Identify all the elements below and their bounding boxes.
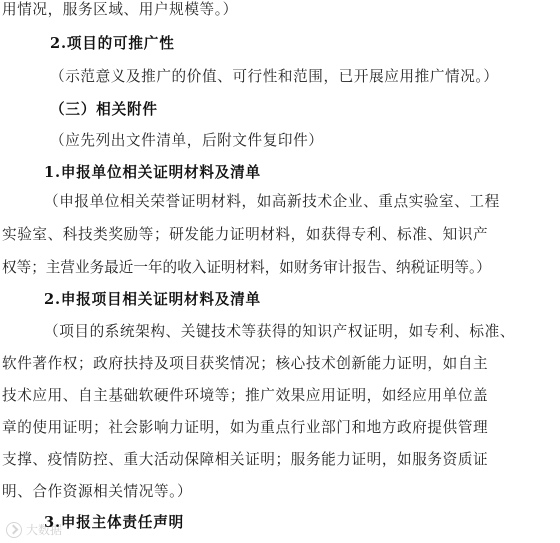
- paragraph-line: 章的使用证明；社会影响力证明，如为重点行业部门和地方政府提供管理: [2, 419, 489, 436]
- paragraph-line: （项目的系统架构、关键技术等获得的知识产权证明，如专利、标准、: [44, 323, 516, 340]
- section-heading: 3.申报主体责任声明: [44, 514, 184, 531]
- watermark-text: 大数据: [26, 523, 63, 537]
- paragraph-line: 明、合作资源相关情况等。）: [2, 483, 193, 500]
- watermark: [6, 521, 62, 538]
- section-heading: （三）相关附件: [50, 101, 158, 118]
- paragraph-line: 权等；主营业务最近一年的收入证明材料，如财务审计报告、纳税证明等。）: [2, 259, 491, 276]
- paragraph-line: 支撑、疫情防控、重大活动保障相关证明；服务能力证明，如服务资质证: [2, 451, 489, 468]
- paragraph-line: 技术应用、自主基础软硬件环境等；推广效果应用证明，如经应用单位盖: [2, 387, 489, 404]
- section-heading: 2.申报项目相关证明材料及清单: [44, 291, 261, 308]
- paragraph-line: 用情况，服务区域、用户规模等。）: [2, 1, 238, 18]
- paragraph-line: 软件著作权；政府扶持及项目获奖情况；核心技术创新能力证明，如自主: [2, 355, 489, 372]
- paragraph-line: （示范意义及推广的价值、可行性和范围，已开展应用推广情况。）: [50, 68, 499, 85]
- watermark-logo-icon: [6, 522, 22, 538]
- paragraph-line: 实验室、科技类奖励等；研发能力证明材料，如获得专利、标准、知识产: [2, 226, 489, 243]
- section-heading: 2.项目的可推广性: [50, 35, 175, 52]
- paragraph-line: （申报单位相关荣誉证明材料，如高新技术企业、重点实验室、工程: [44, 193, 500, 210]
- section-heading: 1.申报单位相关证明材料及清单: [44, 164, 261, 181]
- paragraph-line: （应先列出文件清单，后附文件复印件）: [50, 132, 324, 149]
